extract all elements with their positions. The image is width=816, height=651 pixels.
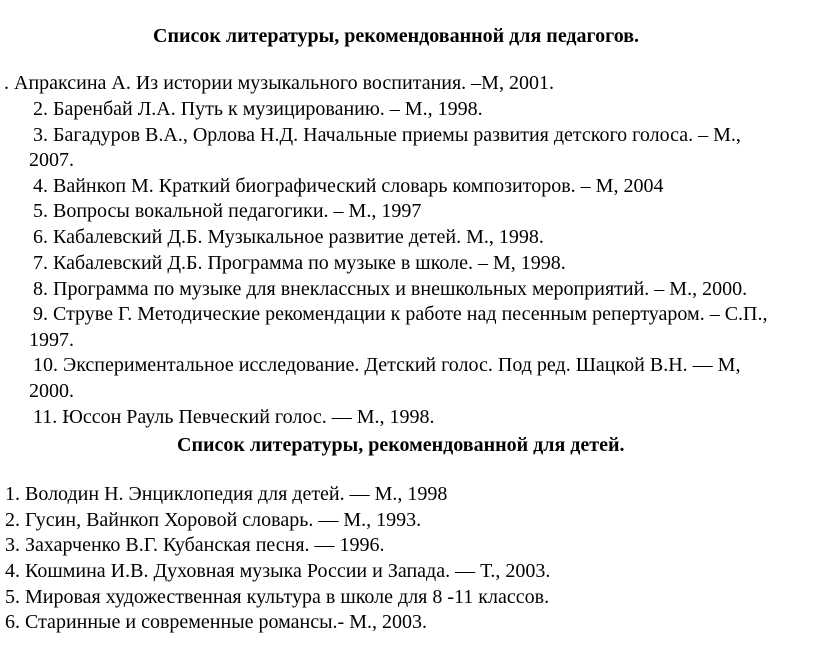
teachers-item-2: 2. Баренбай Л.А. Путь к музицированию. – М., 1998. (33, 98, 483, 120)
teachers-item-5: 5. Вопросы вокальной педагогики. – М., 1997 (33, 200, 422, 222)
teachers-item-11: 11. Юссон Рауль Певческий голос. — М., 1998. (33, 406, 435, 428)
children-item-5: 5. Мировая художественная культура в школе для 8 -11 классов. (5, 586, 550, 608)
teachers-item-9: 9. Струве Г. Методические рекомендации к работе над песенным репертуаром. – С.П., (33, 303, 768, 325)
teachers-item-10-continuation: 2000. (29, 380, 74, 402)
teachers-item-7: 7. Кабалевский Д.Б. Программа по музыке в школе. – М, 1998. (33, 252, 566, 274)
teachers-item-9-continuation: 1997. (29, 329, 74, 351)
teachers-item-4: 4. Вайнкоп М. Краткий биографический словарь композиторов. – М, 2004 (33, 175, 664, 197)
teachers-item-8: 8. Программа по музыке для внеклассных и внешкольных мероприятий. – М., 2000. (33, 278, 748, 300)
teachers-item-6: 6. Кабалевский Д.Б. Музыкальное развитие детей. М., 1998. (33, 226, 544, 248)
teachers-item-10: 10. Экспериментальное исследование. Детский голос. Под ред. Шацкой В.Н. — М, (33, 354, 741, 376)
teachers-item-1: . Апраксина А. Из истории музыкального воспитания. –М, 2001. (4, 72, 554, 94)
children-list-heading: Список литературы, рекомендованной для детей. (177, 434, 625, 456)
children-item-2: 2. Гусин, Вайнкоп Хоровой словарь. — М., 1993. (5, 509, 422, 531)
teachers-list-heading: Список литературы, рекомендованной для педагогов. (153, 25, 640, 47)
children-item-4: 4. Кошмина И.В. Духовная музыка России и Запада. — Т., 2003. (5, 560, 551, 582)
children-item-3: 3. Захарченко В.Г. Кубанская песня. — 1996. (5, 534, 385, 556)
teachers-item-3-continuation: 2007. (29, 149, 74, 171)
children-item-6: 6. Старинные и современные романсы.- М., 2003. (5, 611, 427, 633)
teachers-item-3: 3. Багадуров В.А., Орлова Н.Д. Начальные приемы развития детского голоса. – М., (33, 124, 741, 146)
children-item-1: 1. Володин Н. Энциклопедия для детей. — М., 1998 (5, 483, 448, 505)
